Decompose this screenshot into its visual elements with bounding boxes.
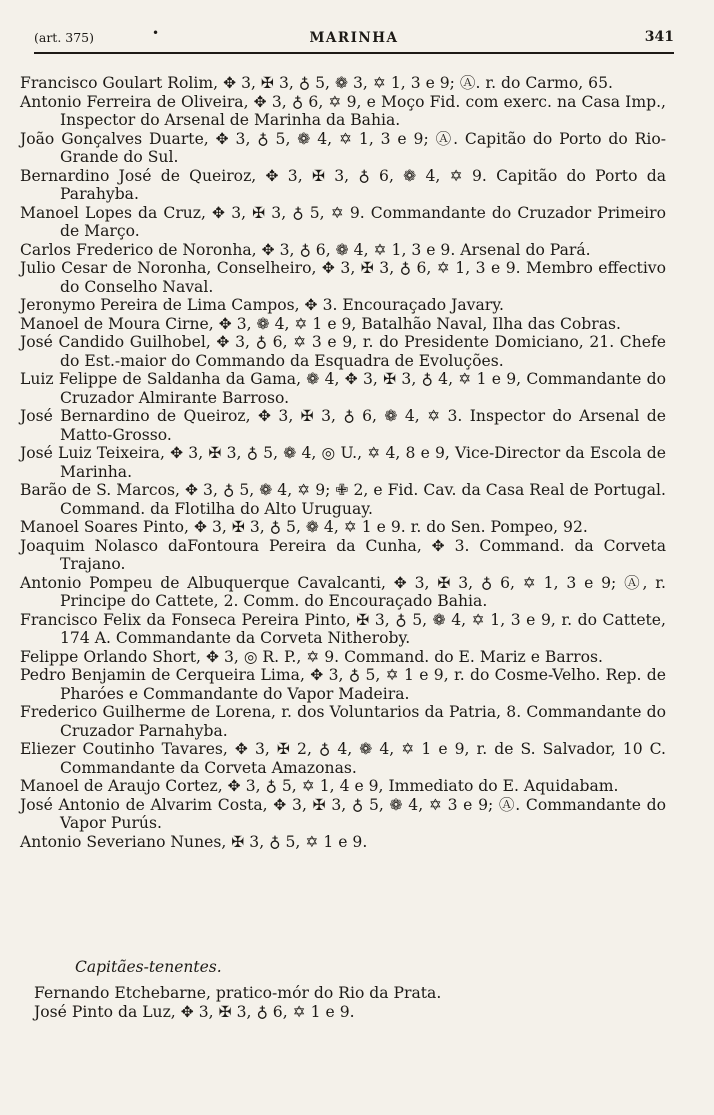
list-item: Antonio Pompeu de Albuquerque Cavalcanti, ✥ 3, ✠ 3, ♁ 6, ✡ 1, 3 e 9; Ⓐ, r. Principe do Cattete, 2. Comm. do Encouraçado Bahia. xyxy=(20,573,666,610)
list-item: Manoel Lopes da Cruz, ✥ 3, ✠ 3, ♁ 5, ✡ 9. Commandante do Cruzador Primeiro de Março. xyxy=(20,203,666,240)
list-item: Bernardino José de Queiroz, ✥ 3, ✠ 3, ♁ 6, ❁ 4, ✡ 9. Capitão do Porto da Parahyba. xyxy=(20,166,666,203)
list-item: Carlos Frederico de Noronha, ✥ 3, ♁ 6, ❁ 4, ✡ 1, 3 e 9. Arsenal do Pará. xyxy=(20,240,591,259)
list-item: José Candido Guilhobel, ✥ 3, ♁ 6, ✡ 3 e 9, r. do Presidente Domiciano, 21. Chefe do Est.-maior do Commando da Esquadra de Evoluções. xyxy=(20,333,666,370)
article-reference: (art. 375) xyxy=(34,30,95,45)
list-item: Eliezer Coutinho Tavares, ✥ 3, ✠ 2, ♁ 4, ❁ 4, ✡ 1 e 9, r. de S. Salvador, 10 C. Commandante da Corveta Amazonas. xyxy=(20,740,666,777)
list-item: José Luiz Teixeira, ✥ 3, ✠ 3, ♁ 5, ❁ 4, ◎ U., ✡ 4, 8 e 9, Vice-Director da Escola de Marinha. xyxy=(20,444,666,481)
list-item: Frederico Guilherme de Lorena, r. dos Voluntarios da Patria, 8. Commandante do Cruzador Parnahyba. xyxy=(20,703,666,740)
page-title: MARINHA xyxy=(309,30,399,46)
page-number: 341 xyxy=(644,29,674,45)
list-item: José Pinto da Luz, ✥ 3, ✠ 3, ♁ 6, ✡ 1 e 9. xyxy=(34,1003,355,1021)
list-item: Pedro Benjamin de Cerqueira Lima, ✥ 3, ♁ 5, ✡ 1 e 9, r. do Cosme-Velho. Rep. de Pharóes e Commandante do Vapor Madeira. xyxy=(20,666,666,703)
list-item: Francisco Felix da Fonseca Pereira Pinto, ✠ 3, ♁ 5, ❁ 4, ✡ 1, 3 e 9, r. do Cattete, 174 A. Commandante da Corveta Nitheroby. xyxy=(20,610,666,647)
printer-dot: • xyxy=(152,26,160,40)
list-item: Felippe Orlando Short, ✥ 3, ◎ R. P., ✡ 9. Command. do E. Mariz e Barros. xyxy=(20,647,603,666)
list-item: Jeronymo Pereira de Lima Campos, ✥ 3. Encouraçado Javary. xyxy=(20,296,504,314)
list-item: Joaquim Nolasco daFontoura Pereira da Cunha, ✥ 3. Command. da Corveta Trajano. xyxy=(20,536,666,573)
list-item: Antonio Ferreira de Oliveira, ✥ 3, ♁ 6, ✡ 9, e Moço Fid. com exerc. na Casa Imp., Inspector do Arsenal de Marinha da Bahia. xyxy=(20,92,666,129)
list-item: Manoel Soares Pinto, ✥ 3, ✠ 3, ♁ 5, ❁ 4, ✡ 1 e 9. r. do Sen. Pompeo, 92. xyxy=(20,518,588,536)
section-heading: Capitães-tenentes. xyxy=(75,958,222,976)
list-item: Francisco Goulart Rolim, ✥ 3, ✠ 3, ♁ 5, ❁ 3, ✡ 1, 3 e 9; Ⓐ. r. do Carmo, 65. xyxy=(20,74,613,92)
page-header xyxy=(34,26,674,52)
list-item: José Antonio de Alvarim Costa, ✥ 3, ✠ 3, ♁ 5, ❁ 4, ✡ 3 e 9; Ⓐ. Commandante do Vapor Purús. xyxy=(20,795,666,832)
captain-list xyxy=(34,984,654,1022)
list-item: Fernando Etchebarne, pratico-mór do Rio da Prata. xyxy=(34,984,442,1002)
list-item: Manoel de Moura Cirne, ✥ 3, ❁ 4, ✡ 1 e 9, Batalhão Naval, Ilha das Cobras. xyxy=(20,314,621,333)
list-item: Luiz Felippe de Saldanha da Gama, ❁ 4, ✥ 3, ✠ 3, ♁ 4, ✡ 1 e 9, Commandante do Cruzador Almirante Barroso. xyxy=(20,370,666,407)
list-item: Julio Cesar de Noronha, Conselheiro, ✥ 3, ✠ 3, ♁ 6, ✡ 1, 3 e 9. Membro effectivo do Conselho Naval. xyxy=(20,259,666,296)
list-item: Barão de S. Marcos, ✥ 3, ♁ 5, ❁ 4, ✡ 9; ✙ 2, e Fid. Cav. da Casa Real de Portugal. Command. da Flotilha do Alto Uruguay. xyxy=(20,481,666,518)
list-item: João Gonçalves Duarte, ✥ 3, ♁ 5, ❁ 4, ✡ 1, 3 e 9; Ⓐ. Capitão do Porto do Rio-Grande do Sul. xyxy=(20,129,666,166)
list-item: Antonio Severiano Nunes, ✠ 3, ♁ 5, ✡ 1 e 9. xyxy=(20,832,368,851)
header-rule xyxy=(34,52,674,54)
list-item: Manoel de Araujo Cortez, ✥ 3, ♁ 5, ✡ 1, 4 e 9, Immediato do E. Aquidabam. xyxy=(20,777,619,795)
officer-list xyxy=(20,74,666,851)
list-item: José Bernardino de Queiroz, ✥ 3, ✠ 3, ♁ 6, ❁ 4, ✡ 3. Inspector do Arsenal de Matto-Grosso. xyxy=(20,407,666,444)
